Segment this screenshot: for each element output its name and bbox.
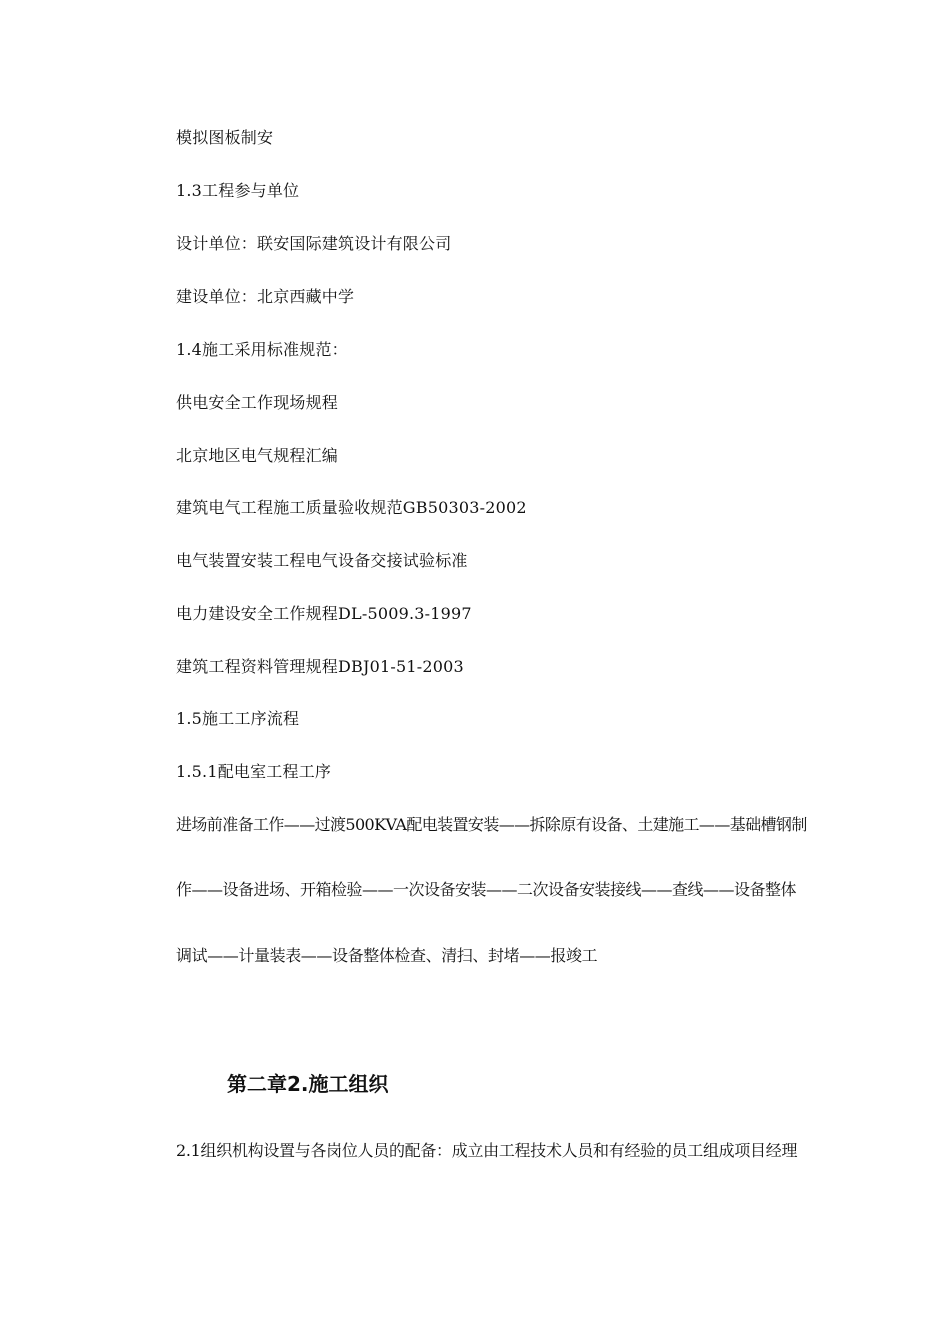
text-line: 建设单位：北京西藏中学 xyxy=(176,287,355,306)
section-heading-1-3: 1.3工程参与单位 xyxy=(176,181,300,200)
text-line: 模拟图板制安 xyxy=(176,128,274,147)
section-heading-1-4: 1.4施工采用标准规范： xyxy=(176,340,348,359)
standard-item: 电气装置安装工程电气设备交接试验标准 xyxy=(176,551,468,570)
section-2-1-text: 2.1组织机构设置与各岗位人员的配备：成立由工程技术人员和有经验的员工组成项目经理 xyxy=(176,1141,798,1160)
standard-item: 北京地区电气规程汇编 xyxy=(176,446,339,465)
chapter-title: 第二章2.施工组织 xyxy=(227,1072,389,1096)
text-line: 设计单位：联安国际建筑设计有限公司 xyxy=(176,234,452,253)
standard-item: 建筑工程资料管理规程DBJ01-51-2003 xyxy=(176,657,464,676)
standard-item: 电力建设安全工作规程DL-5009.3-1997 xyxy=(176,604,472,623)
process-flow-line: 调试——计量装表——设备整体检查、清扫、封堵——报竣工 xyxy=(176,946,598,965)
section-heading-1-5-1: 1.5.1配电室工程工序 xyxy=(176,762,332,781)
process-flow-line: 进场前准备工作——过渡500KVA配电装置安装——拆除原有设备、土建施工——基础槽钢制 xyxy=(176,815,807,834)
process-flow-line: 作——设备进场、开箱检验——一次设备安装——二次设备安装接线——查线——设备整体 xyxy=(176,880,797,899)
section-heading-1-5: 1.5施工工序流程 xyxy=(176,709,300,728)
standard-item: 供电安全工作现场规程 xyxy=(176,393,339,412)
standard-item: 建筑电气工程施工质量验收规范GB50303-2002 xyxy=(176,498,527,517)
